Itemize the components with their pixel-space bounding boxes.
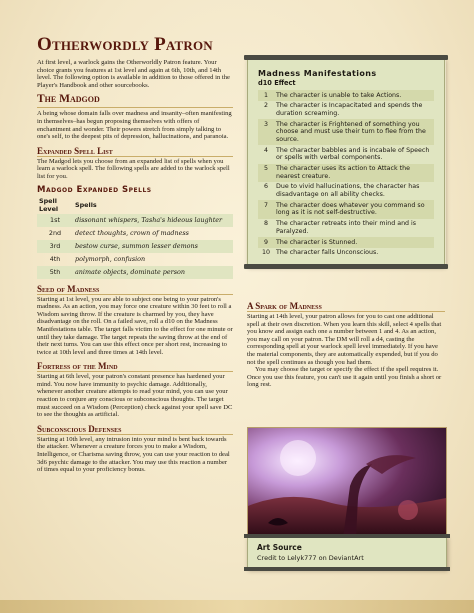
col-d10: d10: [258, 79, 272, 87]
spark-text-2: You may choose the target or specify the effect if the spell requires it. Once you use this feature, you can't use it again until you finish a short or long rest.: [247, 366, 442, 389]
table-row: [37, 266, 233, 279]
table-row: [258, 119, 434, 145]
roll: 3: [258, 119, 274, 145]
table-row: [37, 253, 233, 266]
effect: The character is unable to take Actions.: [274, 90, 434, 101]
intro-text: At first level, a warlock gains the Otherworldly Patron feature. Your choice grants you features at 1st level and again at 6th, 10th, and 14th level. The following option is available in addition to those offered in the Player's Handbook and other sourcebooks.: [37, 59, 230, 89]
art-source-box: [247, 536, 447, 569]
roll: 6: [263, 183, 268, 191]
effect: The character does whatever you command so long as it is not self-destructive.: [274, 200, 434, 218]
spell-level: 1st: [37, 214, 73, 227]
subconscious-heading: Subconscious Defenses: [37, 424, 233, 435]
spell-table: [37, 196, 233, 279]
table-row: [258, 219, 434, 237]
madgod-text: A being whose domain falls over madness and insanity–often manifesting in themselves–has begun proposing themselves with offers of enchantment and wonder. Their powers stretch from simply talking to one's self, to the deepest pits of depression, hallucinations, and paranoia.: [37, 110, 232, 141]
seed-heading: Seed of Madness: [37, 284, 233, 295]
left-column: [37, 34, 233, 474]
spell-list: polymorph, confusion: [75, 255, 146, 264]
effect: The character falls Unconscious.: [276, 249, 379, 257]
table-row: [37, 214, 233, 227]
effect: The character babbles and is incabale of Speech or spells with verbal components.: [276, 146, 430, 162]
table-row: [258, 248, 434, 259]
right-column: [247, 58, 445, 266]
spell-level: 3rd: [37, 240, 73, 253]
col-spells: Spells: [75, 200, 97, 209]
spell-list: animate objects, dominate person: [73, 266, 233, 279]
madness-table-header: [258, 79, 434, 87]
madgod-heading: The Madgod: [37, 93, 233, 108]
art-source-credit: Credit to Lelyk777 on DeviantArt: [257, 554, 364, 562]
spell-level: 2nd: [48, 229, 62, 238]
effect: The character is Frightened of something you choose and must use their turn to flee from the source.: [274, 119, 434, 145]
madness-table-title: Madness Manifestations: [258, 69, 377, 78]
table-row: [258, 164, 434, 182]
effect: The character uses its action to Attack the nearest creature.: [274, 164, 434, 182]
spell-table-title: Madgod Expanded Spells: [37, 184, 152, 195]
artwork-image: [247, 427, 447, 539]
spark-text-1: Starting at 14th level, your patron allows for you to cast one additional spell at their own discretion. When you learn this skill, select 4 spells that you know and assign each one a number between 1 and 4. As an action, you may call on your patron. The DM will roll a d4, casting the corresponding spell at your warlock spell level immediately. If you have the material components, they are automatically expended, but if you do not the spell continues as though you had them.: [247, 313, 442, 366]
spell-table-header: [37, 196, 233, 214]
subconscious-text: Starting at 10th level, any intrusion into your mind is bent back towards the attacker. Whenever a creature forces you to make a Wisdom, Intelligence, or Charisma saving throw, you can use your reaction to deal 3d6 psychic damage to the attacker. You may use this reaction a number of times equal to your proficiency bonus.: [37, 435, 230, 474]
roll: 4: [263, 146, 268, 154]
spark-section: [247, 301, 445, 389]
spell-level: 5th: [37, 266, 73, 279]
col-spell-level: Spell Level: [39, 196, 59, 213]
effect: The character is Incapacitated and spends the duration screaming.: [276, 102, 423, 117]
seed-text: Starting at 1st level, you are able to subject one being to your patron's madness. As an action, you may force one creature within 30 feet to roll a Wisdom saving throw. If the creature is charmed by you, they have disadvantage on the roll. On a failed save, roll a d10 on the Madness Manifestations table. The target falls victim to the effect for one minute or until they take damage. The target repeats the saving throw at the end of their next turns. You can use this effect once per short rest, increasing to twice at 10th level and three times at 14th level.: [37, 295, 233, 356]
page-title: Otherwordly Patron: [37, 34, 213, 55]
roll: 9: [258, 237, 274, 248]
expanded-spells-heading: Expanded Spell List: [37, 146, 233, 157]
madness-table: [258, 90, 434, 259]
fortress-text: Starting at 6th level, your patron's constant presence has hardened your mind. You now have immunity to psychic damage. Additionally, whenever another creature attempts to read your mind, you can use your reaction to conjure any conscious or subconscious thoughts. The target must succeed on a Wisdom (Perception) check against your spell save DC to see the thoughts as artificial.: [37, 373, 233, 419]
table-row: [258, 145, 434, 163]
table-row: [258, 101, 434, 119]
spell-list: dissonant whispers, Tasha's hideous laughter: [73, 214, 233, 227]
roll: 7: [258, 200, 274, 218]
madness-table-box: [247, 58, 445, 266]
table-row: [37, 227, 233, 240]
table-row: [258, 200, 434, 218]
expanded-spells-text: The Madgod lets you choose from an expanded list of spells when you learn a warlock spell. The following spells are added to the warlock spell list for you.: [37, 157, 230, 180]
spell-list: bestow curse, summon lesser demons: [73, 240, 233, 253]
col-effect: Effect: [274, 79, 296, 87]
artwork-illustration: [248, 428, 446, 538]
table-row: [37, 240, 233, 253]
effect: The character retreats into their mind and is Paralyzed.: [276, 220, 417, 235]
roll: 8: [263, 220, 268, 228]
roll: 10: [261, 249, 270, 257]
roll: 5: [258, 164, 274, 182]
spark-heading: A Spark of Madness: [247, 301, 445, 312]
page-footer-decoration: [0, 600, 474, 613]
table-row: [258, 182, 434, 200]
effect: Due to vivid hallucinations, the character has disadvantage on all ability checks.: [276, 183, 420, 199]
effect: The character is Stunned.: [274, 237, 434, 248]
spell-level: 4th: [49, 255, 61, 264]
roll: 1: [258, 90, 274, 101]
table-row: [258, 237, 434, 248]
fortress-heading: Fortress of the Mind: [37, 361, 233, 372]
roll: 2: [263, 102, 268, 110]
art-source-title: Art Source: [257, 543, 302, 552]
spell-list: detect thoughts, crown of madness: [75, 229, 189, 238]
table-row: [258, 90, 434, 101]
